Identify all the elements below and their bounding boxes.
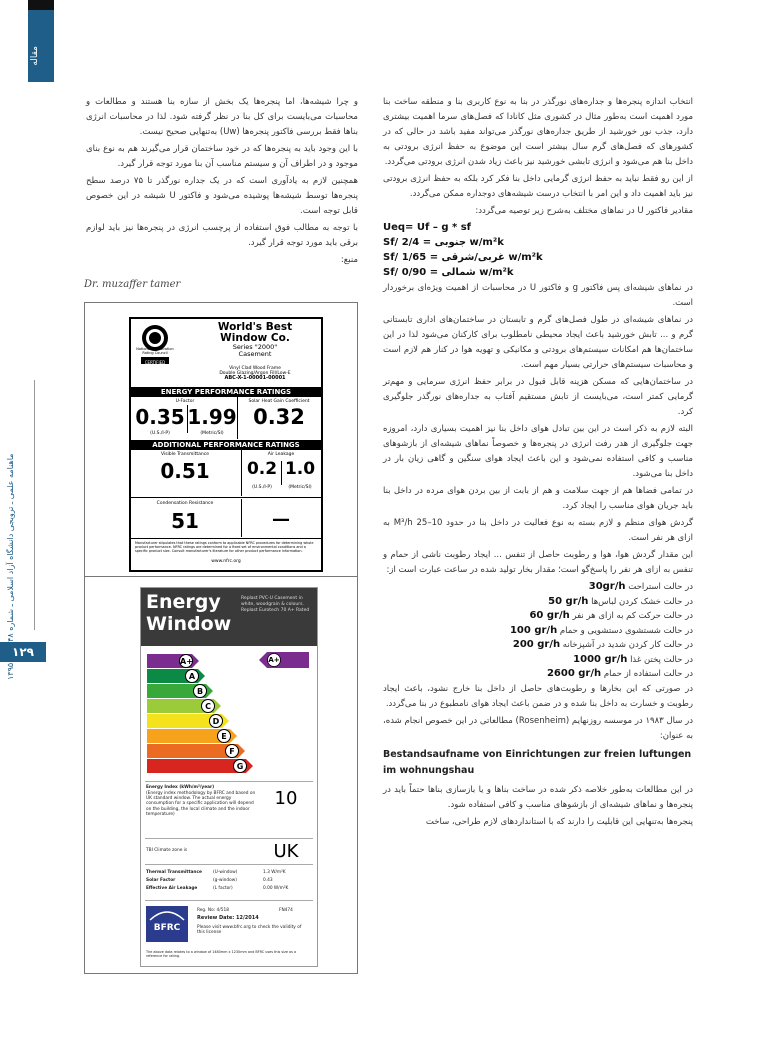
formula: Sf/ جنوبی = 2/4 w/m²k <box>383 237 504 248</box>
nfrc-footnote: Manufacturer stipulates that these ratings conform to applicable NFRC procedures for determining whole product performance. NFRC ratings are determined for a fixed set of environmental conditions and a specific product size. Consult manufacturer's literature for other product performance information. <box>135 541 314 554</box>
nfrc-air-metric: 1.0 <box>284 459 316 479</box>
source-label: منبع: <box>340 255 358 265</box>
nfrc-certified: CERTIFIED <box>144 360 166 365</box>
energy-window-label <box>140 587 318 967</box>
moisture-value: 50 gr/h <box>548 595 589 607</box>
rating-band-letter: A+ <box>179 654 193 668</box>
formula: Sf/ غربی/شرقی = 1/65 w/m²k <box>383 252 543 263</box>
nfrc-product-code: ABC-X-1-00001-00001 <box>224 375 286 381</box>
nfrc-desc-line: Vinyl Clad Wood Frame <box>229 366 281 371</box>
paragraph: مقادیر فاکتور U در نماهای مختلف به‌شرح زیر توصیه می‌گردد: <box>475 206 693 216</box>
bfrc-logo <box>146 906 188 942</box>
bfrc-logo-icon <box>146 908 188 922</box>
nfrc-brand: World's Best Window Co. <box>217 321 293 344</box>
paragraph: در نماهای شیشه‌ای پس فاکتور g و فاکتور U در محاسبات از اهمیت ویژه‌ای برخوردار است. <box>383 283 693 308</box>
moisture-item <box>383 653 693 668</box>
formula: Sf/ شمالی = 0/90 w/m²k <box>383 267 514 278</box>
nfrc-ufactor-metric-unit: (Metric/SI) <box>200 431 224 436</box>
paragraph: پنجره‌ها به‌تنهایی این قابلیت را دارند که با استانداردهای لازم طراحی، ساخت <box>425 816 693 827</box>
ew-fineprint: The above data relates to a window of 1480mm x 1230mm and BFRC uses this size as a reference for rating. <box>146 950 297 958</box>
ew-title <box>146 591 236 635</box>
left-column <box>86 95 358 270</box>
rating-band-letter: A <box>185 669 199 683</box>
rating-band-letter: F <box>225 744 239 758</box>
ew-solar-value: 0.43 <box>263 878 273 883</box>
divider <box>241 499 242 537</box>
margin-rule <box>34 380 35 630</box>
nfrc-series: Series "2000" <box>232 343 278 351</box>
rating-band-letter: E <box>217 729 231 743</box>
author-credit: Dr. muzaffer tamer <box>84 279 181 290</box>
ew-visit-text: Please visit www.bfrc.org to check the validity of this license <box>197 925 302 936</box>
divider <box>145 900 313 901</box>
moisture-label: در حالت استراحت <box>628 582 693 592</box>
nfrc-desc-line: Double Glazing/Argon Fill/Low-E <box>219 371 291 376</box>
moisture-item <box>383 595 693 610</box>
paragraph: و چرا شیشه‌ها، اما پنجره‌ها یک بخش از سازه بنا هستند و مطالعات و محاسبات می‌بایست برای کل بنا در نظر گرفته شود. لذا در محاسبات انرژی بنا‌ها فقط بررسی فاکتور پنجره‌ها (Uw) به‌تنهایی صحیح نیست. <box>86 97 358 137</box>
nfrc-cr-dash: — <box>272 509 290 530</box>
ew-reg-code: FN474 <box>279 908 293 913</box>
nfrc-vt-label: Visible Transmittance <box>160 452 210 457</box>
paragraph: البته لازم به ذکر است در این بین تبادل هوای داخل بنا نیز اهمیت بسیاری دارد، امروزه جهت جلوگیری از هدر رفت انرژی در پنجره‌ها و خصوصاً نماهای شیشه‌ای از بازشوهای مناسب و کافی استفاده نمی‌شود و این باعث ایجاد هوای سنگین و گاهی زیان بار در داخل بنا می‌شود. <box>383 424 693 479</box>
divider <box>131 497 321 498</box>
current-rating: A+ <box>268 656 280 664</box>
paragraph: در تمامی فضاها هم از جهت سلامت و هم از بابت از بین بردن هوای مرده در داخل بنا باید جریان هوای مناسب را ایجاد کرد. <box>383 486 693 511</box>
moisture-label: در حالت شستشوی دستشویی و حمام <box>559 625 693 636</box>
rating-band-letter: G <box>233 759 247 773</box>
paragraph: در سال ۱۹۸۳ در موسسه روزنهایم (Rosenheim) مطالعاتی در این خصوص انجام شده، به عنوان: <box>383 715 693 741</box>
rating-band-letter: C <box>201 699 215 713</box>
moisture-value: 60 gr/h <box>529 610 570 621</box>
rating-band-letter: D <box>209 714 223 728</box>
ew-climate-label: TBI Climate zone is <box>146 848 188 853</box>
moisture-item <box>383 667 693 682</box>
nfrc-air-label: Air Leakage <box>267 452 295 457</box>
paragraph: در صورتی که این بخارها و رطوبت‌های حاصل از داخل بنا خارج نشود، باعث ایجاد رطوبت و خسارت به داخل بنا شده و در ضمن باعث ایجاد هوای نامطبوع در بنا می‌گردد. <box>383 683 693 709</box>
nfrc-series-block <box>195 344 315 358</box>
moisture-list <box>383 580 693 682</box>
ew-solar-basis: (g-window) <box>213 878 237 883</box>
divider <box>131 538 321 539</box>
ew-energy-index-text: (Energy index methodology by BFRC and based on UK standard window. The actual energy consumption for a specific application will depend on the building, the local climate and the indoor temperature) <box>146 791 256 817</box>
nfrc-additional-header: ADDITIONAL PERFORMANCE RATINGS <box>131 440 321 450</box>
german-study-title: Bestandsaufname von Einrichtungen zur freien luftungen im wohnungshau <box>383 748 692 776</box>
ew-air-basis: (L factor) <box>213 886 233 891</box>
section-tab-cap <box>28 0 54 10</box>
nfrc-vt: 0.51 <box>160 459 210 483</box>
bfrc-logo-text: BFRC <box>153 923 181 933</box>
nfrc-website: www.nfrc.org <box>211 559 241 564</box>
paragraph: گردش هوای منظم و لازم بسته به نوع فعالیت در داخل بنا در حدود 10–25 M³/h به ازای هر نفر است. <box>383 518 693 543</box>
ew-energy-index-value: 10 <box>274 788 298 809</box>
ew-air-value: 0.00 W/m²K <box>263 886 289 891</box>
ew-header <box>141 588 317 646</box>
figure-separator <box>85 576 357 577</box>
ew-air-label: Effective Air Leakage <box>146 886 198 891</box>
nfrc-air-us-unit: (U.S./I-P) <box>252 485 272 490</box>
nfrc-cr-label: Condensation Resistance <box>156 501 214 506</box>
section-tab-label: مقاله <box>30 46 40 66</box>
nfrc-shgc: 0.32 <box>253 405 305 429</box>
moisture-value: 200 gr/h <box>512 639 561 650</box>
nfrc-seal-text: National Fenestration Rating Council <box>136 347 174 355</box>
divider <box>237 397 238 439</box>
ew-reg-no: Reg. No: 4/518 <box>197 908 229 913</box>
nfrc-ufactor-us-unit: (U.S./I-P) <box>150 431 170 436</box>
ew-title-line2: Window <box>146 613 232 635</box>
nfrc-desc <box>195 366 315 381</box>
nfrc-ufactor-label: U-Factor <box>175 399 195 404</box>
ew-review-date: Review Date: 12/2014 <box>197 915 259 921</box>
moisture-value: 2600 gr/h <box>546 668 602 679</box>
divider <box>145 864 313 865</box>
paragraph: با این وجود باید به پنجره‌ها که در خود ساختمان قرار می‌گیرند هم به نوع بنای موجود و در اطراف آن و سیستم مناسب آن بنا مورد توجه قرار گیرد. <box>86 144 358 169</box>
ew-title-line1: Energy <box>146 591 221 613</box>
ew-thermal-value: 1.3 W/m²K <box>263 870 286 875</box>
paragraph: در نماهای شیشه‌ای در طول فصل‌های گرم و تابستان در ساختمان‌های اداری تابستانی گرم و ... تابش خورشید باعث ایجاد محیطی نامطلوب برای کارکنان می‌شود لذا در این ساختمان‌ها هم امکانات سیستم‌های برودتی و مکانیکی و تهویه هوا در کنار هم لازم است و محاسبات سیستم‌های حرارتی بسیار مهم است. <box>383 315 693 370</box>
moisture-label: در حالت کار کردن شدید در آشپزخانه <box>562 640 693 650</box>
right-column <box>383 95 693 832</box>
formula: Ueq= Uf – g * sf <box>383 222 472 233</box>
paragraph: همچنین لازم به یادآوری است که در یک جداره نورگذر تا ۷۵ درصد سطح پنجره‌ها توسط شیشه‌ها پوشیده می‌شود و فاکتور U شیشه در این خصوص قابل توجه است. <box>86 176 358 216</box>
ew-thermal-label: Thermal Transmittance <box>146 870 202 875</box>
divider <box>145 781 313 782</box>
divider <box>145 838 313 839</box>
ew-energy-index-title: Energy Index (kWh/m²/year) <box>146 785 215 790</box>
moisture-item <box>383 638 693 653</box>
nfrc-cr: 51 <box>171 509 199 533</box>
paragraph: در ساختمان‌هایی که مسکن هزینه قابل قبول در برابر حفظ انرژی سرمایی و مهم‌تر گرمایی کمتر است، می‌بایست از تابش مستقیم آفتاب به جداره‌های نورگذر جلوگیری کرد. <box>383 377 693 417</box>
section-tab <box>28 0 54 82</box>
rating-band-letter: B <box>193 684 207 698</box>
nfrc-ufactor-us: 0.35 <box>135 405 185 429</box>
nfrc-ufactor-metric: 1.99 <box>187 405 237 429</box>
nfrc-label <box>129 317 323 572</box>
nfrc-air-us: 0.2 <box>246 459 278 479</box>
ew-subtitle: Replast PVC-U Casement in white, woodgrain & colours. Replast Eurotech 70 A+ Rated <box>241 596 310 613</box>
moisture-label: در حالت استفاده از حمام <box>603 669 693 679</box>
ew-thermal-basis: (U-window) <box>213 870 238 875</box>
moisture-label: در حالت حرکت کم به ازای هر نفر <box>572 611 693 621</box>
moisture-value: 100 gr/h <box>509 624 558 636</box>
moisture-value: 30gr/h <box>588 581 626 592</box>
paragraph: این مقدار گردش هوا، هوا و رطوبت حاصل از تنفس ... ایجاد رطوبت ناشی از حمام و تنفس به ازای هر نفر را پاسخ‌گو است؛ مقدار بخار تولید شده در ساعت عبارت است از: <box>383 550 693 575</box>
journal-title: ماهنامه علمی ـ ترویجی دانشگاه آزاد اسلامی ـ شماره ۴۸ ۱۳۹۵ <box>6 453 15 680</box>
nfrc-air-metric-unit: (Metric/SI) <box>288 485 312 490</box>
moisture-label: در حالت خشک کردن لباس‌ها <box>591 596 693 607</box>
moisture-item <box>383 580 693 595</box>
ew-climate-value: UK <box>273 841 299 862</box>
moisture-item <box>383 624 693 639</box>
nfrc-energy-header: ENERGY PERFORMANCE RATINGS <box>131 387 321 397</box>
moisture-item <box>383 609 693 624</box>
moisture-value: 1000 gr/h <box>573 653 628 665</box>
moisture-label: در حالت پختن غذا <box>630 654 693 665</box>
current-rating-indicator <box>259 652 309 672</box>
nfrc-shgc-label: Solar Heat Gain Coefficient <box>248 399 310 404</box>
paragraph: در این مطالعات به‌طور خلاصه ذکر شده در ساخت بناها و یا بازسازی بناها حتماً باید در پنجره‌ها و نماهای شیشه‌ای از بازشوهای مناسب و کافی استفاده شود. <box>383 784 693 810</box>
paragraph: از این رو فقط نباید به حفظ انرژی گرمایی داخل بنا فکر کرد بلکه به حفظ انرژی برودتی نیز باید اهمیت داد و این امر با انتخاب درست شیشه‌های دوجداره ممکن می‌گردد. <box>383 174 693 199</box>
paragraph: با توجه به مطالب فوق استفاده از پرچسب انرژی در پنجره‌ها نیز باید لوازم برقی باید مورد توجه قرار گیرد. <box>86 223 358 248</box>
figure-box <box>84 302 358 974</box>
paragraph: انتخاب اندازه پنجره‌ها و جداره‌های نورگذر در بنا به نوع کاربری بنا و منطقه ساخت بنا مورد اهمیت است به‌طور مثال در کشوری مثل کانادا که فصل‌های سرما اهمیت بیشتری دارد، جذب نور خورشید از طریق جداره‌های نورگذر می‌تواند مفید باشد در حالی که در کشورهای که فصل‌های گرم سال بیشتر است این موضوع به حفظ انرژی برودتی به داخل بنا هم می‌شود و انرژی تابشی خورشید نیز باعث زیاد شدن انرژی برودتی می‌گردد. <box>383 97 693 167</box>
nfrc-product-type: Casement <box>238 350 272 358</box>
divider <box>241 450 242 496</box>
page-number: ۱۲۹ <box>0 642 46 662</box>
ew-solar-label: Solar Factor <box>146 878 176 883</box>
